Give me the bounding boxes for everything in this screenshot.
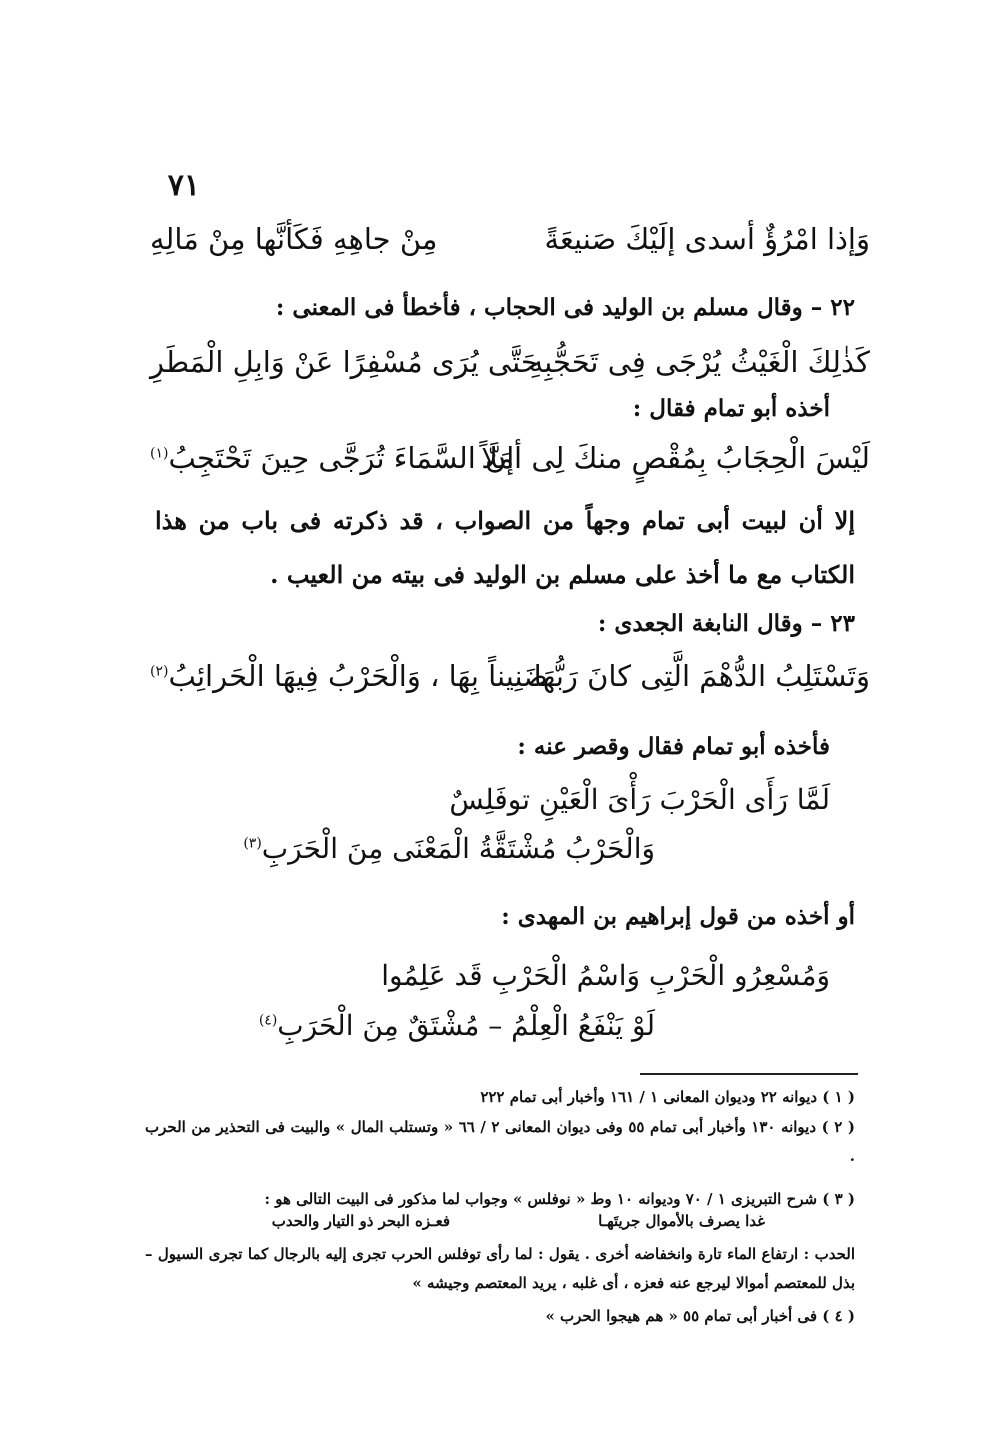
verse-2-hemistich-1: كَذٰلِكَ الْغَيْثُ يُرْجَى فِى تَحَجُّبِهِ	[528, 345, 870, 379]
abu-tammam-intro-2: فأخذه أبو تمام فقال وقصر عنه :	[517, 733, 830, 760]
poem-2-line-2-wrap	[258, 1009, 655, 1042]
commentary-paragraph: إلا أن لبيت أبى تمام وجهاً من الصواب ، قد ذكرته فى باب من هذا الكتاب مع ما أخذ على مسلم بن الوليد فى بيته من العيب .	[155, 506, 855, 589]
item-22-heading: ٢٢ – وقال مسلم بن الوليد فى الحجاب ، فأخطأ فى المعنى :	[275, 294, 855, 321]
ibrahim-intro: أو أخذه من قول إبراهيم بن المهدى :	[501, 903, 855, 930]
footnote-ref-4: (٤)	[258, 1012, 278, 1029]
poem-1-line-1: لَمَّا رَأَى الْحَرْبَ رَأْىَ الْعَيْنِ توفَلِسٌ	[449, 783, 830, 816]
footnote-ref-1: (١)	[150, 445, 169, 462]
verse-1-hemistich-1: وَإذا امْرُؤٌ أسدى إلَيْكَ صَنيعَةً	[544, 222, 870, 256]
footnote-3-verse-h2: فعـزه البحر ذو التيار والحدب	[271, 1212, 450, 1230]
footnote-3: ( ٣ ) شرح التبريزى ١ / ٧٠ وديوانه ١٠ وط « نوفلس » وجواب لما مذكور فى البيت التالى هو :	[264, 1190, 855, 1208]
poem-1-line-2-wrap	[243, 832, 655, 865]
poem-2-line-1: وَمُسْعِرُو الْحَرْبِ وَاسْمُ الْحَرْبِ قَد عَلِمُوا	[381, 959, 830, 992]
verse-2-hemistich-2: حَتَّى يُرَى مُسْفِرًا عَنْ وَابِلِ الْمَطَرِ	[150, 345, 539, 379]
verse-4-hemistich-2-wrap	[150, 659, 548, 693]
poem-2-line-2: لَوْ يَنْفَعُ الْعِلْمُ – مُشْتَقٌ مِنَ الْحَرَبِ	[277, 1009, 655, 1042]
verse-4-hemistich-1: وَتَسْتَلِبُ الدُّهْمَ الَّتِى كانَ رَبُّهَا	[533, 659, 870, 693]
abu-tammam-intro-1: أخذه أبو تمام فقال :	[632, 395, 830, 422]
footnote-3-rest: الحدب : ارتفاع الماء تارة وانخفاضه أخرى . يقول : لما رأى توفلس الحرب تجرى إليه بالرجال كما تجرى السيول – بذل للمعتصم أموالا ليرجع عنه فعزه ، أى غلبه ، يريد المعتصم وجيشه »	[145, 1245, 855, 1292]
verse-3-hemistich-2: إنَّ السَّمَاءَ تُرَجَّى حِينَ تَحْتَجِبُ	[168, 441, 515, 475]
verse-3-hemistich-2-wrap	[150, 441, 515, 475]
page-number: ٧١	[167, 168, 200, 203]
footnote-3-verse-h1: غدا يصرف بالأموال جريتَهـا	[598, 1212, 765, 1230]
footnote-separator	[640, 1073, 858, 1075]
footnote-ref-2: (٢)	[150, 663, 169, 680]
poem-1-line-2: وَالْحَرْبُ مُشْتَقَّةُ الْمَعْنَى مِنَ الْحَرَبِ	[261, 832, 655, 865]
footnote-2: ( ٢ ) ديوانه ١٣٠ وأخبار أبى تمام ٥٥ وفى ديوان المعانى ٢ / ٦٦ « وتستلب المال » والبيت فى التحذير من الحرب .	[145, 1118, 855, 1165]
item-23-heading: ٢٣ – وقال النابغة الجعدى :	[597, 610, 855, 637]
verse-3-hemistich-1: لَيْسَ الْحِجَابُ بِمُقْصٍ منكَ لِى أمَلاً	[481, 441, 870, 475]
verse-1-hemistich-2: مِنْ جاهِهِ فَكَأنَّها مِنْ مَالِهِ	[150, 222, 438, 256]
footnote-4: ( ٤ ) فى أخبار أبى تمام ٥٥ « هم هيجوا الحرب »	[545, 1307, 855, 1325]
verse-4-hemistich-2: ضَنِيناً بِهَا ، وَالْحَرْبُ فِيهَا الْحَرائِبُ	[168, 659, 548, 693]
footnote-1: ( ١ ) ديوانه ٢٢ وديوان المعانى ١ / ١٦١ وأخبار أبى تمام ٢٢٢	[480, 1088, 855, 1106]
footnote-ref-3: (٣)	[243, 835, 262, 852]
